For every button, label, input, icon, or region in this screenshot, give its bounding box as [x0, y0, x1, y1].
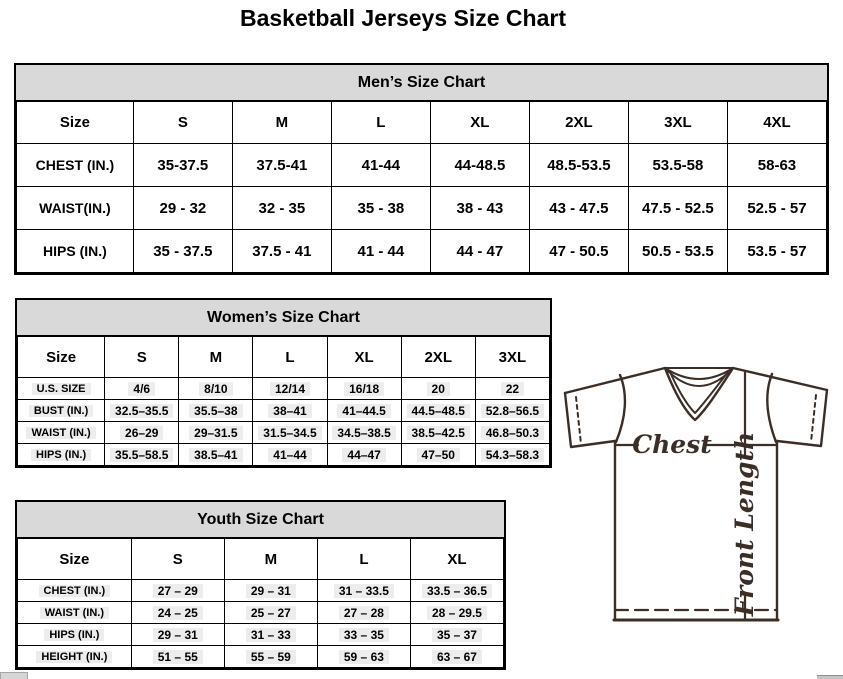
- chest-label: Chest: [632, 430, 712, 459]
- size-value-cell: 52.8–56.5: [475, 400, 549, 422]
- size-value-cell: 33.5 – 36.5: [410, 580, 503, 602]
- row-label: WAIST (IN.): [18, 602, 132, 624]
- size-value-cell: 34.5–38.5: [327, 422, 401, 444]
- size-value-cell: 47.5 - 52.5: [628, 187, 727, 230]
- column-header: Size: [18, 337, 105, 378]
- mens-chart-caption: Men’s Size Chart: [16, 65, 827, 101]
- column-header: 2XL: [401, 337, 475, 378]
- size-value-cell: 55 – 59: [224, 646, 317, 668]
- table-row: [18, 378, 550, 400]
- table-row: [18, 400, 550, 422]
- size-value-cell: 53.5-58: [628, 144, 727, 187]
- front-length-label: Front Length: [730, 431, 759, 617]
- size-value-cell: 47 - 50.5: [529, 230, 628, 273]
- row-label: U.S. SIZE: [18, 378, 105, 400]
- column-header: M: [232, 102, 331, 144]
- size-value-cell: 29–31.5: [179, 422, 253, 444]
- column-header: M: [224, 539, 317, 580]
- size-value-cell: 37.5-41: [232, 144, 331, 187]
- size-value-cell: 37.5 - 41: [232, 230, 331, 273]
- row-label: WAIST (IN.): [18, 422, 105, 444]
- size-value-cell: 52.5 - 57: [727, 187, 826, 230]
- jersey-right-shoulder: [733, 368, 827, 390]
- size-value-cell: 59 – 63: [317, 646, 410, 668]
- size-value-cell: 29 – 31: [131, 624, 224, 646]
- size-value-cell: 35.5–58.5: [105, 444, 179, 466]
- size-value-cell: 58-63: [727, 144, 826, 187]
- size-value-cell: 44 - 47: [430, 230, 529, 273]
- mens-size-chart: [14, 63, 829, 275]
- size-value-cell: 12/14: [253, 378, 327, 400]
- column-header: 3XL: [475, 337, 549, 378]
- size-value-cell: 4/6: [105, 378, 179, 400]
- column-header: 2XL: [529, 102, 628, 144]
- table-row: [17, 187, 827, 230]
- size-value-cell: 38 - 43: [430, 187, 529, 230]
- column-header: XL: [410, 539, 503, 580]
- row-label: CHEST (IN.): [18, 580, 132, 602]
- size-value-cell: 27 – 29: [131, 580, 224, 602]
- womens-size-chart: [15, 298, 552, 468]
- table-row: [17, 230, 827, 273]
- jersey-left-cuff-dashes: [576, 397, 581, 444]
- size-value-cell: 8/10: [179, 378, 253, 400]
- column-header: L: [331, 102, 430, 144]
- size-value-cell: 27 – 28: [317, 602, 410, 624]
- column-header: L: [253, 337, 327, 378]
- column-header: S: [131, 539, 224, 580]
- size-value-cell: 63 – 67: [410, 646, 503, 668]
- jersey-right-sleeve: [777, 390, 827, 446]
- size-value-cell: 35-37.5: [133, 144, 232, 187]
- column-header: XL: [430, 102, 529, 144]
- size-value-cell: 32 - 35: [232, 187, 331, 230]
- column-header: XL: [327, 337, 401, 378]
- table-row: [18, 602, 504, 624]
- row-label: CHEST (IN.): [17, 144, 134, 187]
- size-value-cell: 31 – 33: [224, 624, 317, 646]
- column-header: 3XL: [628, 102, 727, 144]
- size-value-cell: 41 - 44: [331, 230, 430, 273]
- size-value-cell: 26–29: [105, 422, 179, 444]
- column-header: M: [179, 337, 253, 378]
- table-row: [18, 580, 504, 602]
- column-header: S: [105, 337, 179, 378]
- column-header-row: [18, 539, 504, 580]
- size-value-cell: 38.5–42.5: [401, 422, 475, 444]
- size-value-cell: 51 – 55: [131, 646, 224, 668]
- page-title: Basketball Jerseys Size Chart: [239, 5, 566, 31]
- size-value-cell: 35 - 37.5: [133, 230, 232, 273]
- size-value-cell: 50.5 - 53.5: [628, 230, 727, 273]
- table-row: [17, 144, 827, 187]
- size-value-cell: 38–41: [253, 400, 327, 422]
- size-value-cell: 41-44: [331, 144, 430, 187]
- size-value-cell: 35 – 37: [410, 624, 503, 646]
- size-value-cell: 53.5 - 57: [727, 230, 826, 273]
- row-label: HEIGHT (IN.): [18, 646, 132, 668]
- column-header: L: [317, 539, 410, 580]
- row-label: HIPS (IN.): [18, 624, 132, 646]
- size-value-cell: 35.5–38: [179, 400, 253, 422]
- mens-size-table: [16, 101, 827, 273]
- column-header-row: [17, 102, 827, 144]
- size-value-cell: 20: [401, 378, 475, 400]
- womens-chart-caption: Women’s Size Chart: [17, 300, 550, 336]
- size-value-cell: 24 – 25: [131, 602, 224, 624]
- row-label: WAIST(IN.): [17, 187, 134, 230]
- size-value-cell: 44–47: [327, 444, 401, 466]
- youth-size-table: [17, 538, 504, 668]
- size-value-cell: 28 – 29.5: [410, 602, 503, 624]
- size-value-cell: 32.5–35.5: [105, 400, 179, 422]
- column-header-row: [18, 337, 550, 378]
- row-label: HIPS (IN.): [18, 444, 105, 466]
- size-value-cell: 29 – 31: [224, 580, 317, 602]
- column-header: 4XL: [727, 102, 826, 144]
- size-value-cell: 38.5–41: [179, 444, 253, 466]
- size-value-cell: 31.5–34.5: [253, 422, 327, 444]
- jersey-left-shoulder: [565, 368, 665, 393]
- row-label: BUST (IN.): [18, 400, 105, 422]
- jersey-collar-outer-v: [665, 368, 733, 420]
- womens-size-table: [17, 336, 550, 466]
- size-value-cell: 41–44.5: [327, 400, 401, 422]
- jersey-right-cuff-dashes: [811, 395, 816, 442]
- column-header: Size: [17, 102, 134, 144]
- jersey-measurement-diagram: [556, 356, 843, 672]
- youth-chart-caption: Youth Size Chart: [17, 502, 504, 538]
- table-row: [18, 646, 504, 668]
- youth-size-chart: [15, 500, 506, 670]
- table-row: [18, 624, 504, 646]
- size-value-cell: 44.5–48.5: [401, 400, 475, 422]
- size-value-cell: 16/18: [327, 378, 401, 400]
- size-value-cell: 48.5-53.5: [529, 144, 628, 187]
- size-value-cell: 25 – 27: [224, 602, 317, 624]
- size-value-cell: 54.3–58.3: [475, 444, 549, 466]
- jersey-right-seam: [767, 374, 776, 442]
- size-value-cell: 43 - 47.5: [529, 187, 628, 230]
- size-value-cell: 31 – 33.5: [317, 580, 410, 602]
- jersey-left-sleeve: [565, 393, 615, 447]
- row-label: HIPS (IN.): [17, 230, 134, 273]
- size-value-cell: 41–44: [253, 444, 327, 466]
- size-value-cell: 47–50: [401, 444, 475, 466]
- column-header: Size: [18, 539, 132, 580]
- horizontal-scrollbar-fragment-right[interactable]: [817, 675, 843, 679]
- jersey-left-seam: [616, 375, 625, 442]
- table-row: [18, 444, 550, 466]
- table-row: [18, 422, 550, 444]
- size-value-cell: 44-48.5: [430, 144, 529, 187]
- size-value-cell: 46.8–50.3: [475, 422, 549, 444]
- horizontal-scrollbar-fragment-left[interactable]: [0, 672, 28, 679]
- size-value-cell: 29 - 32: [133, 187, 232, 230]
- size-value-cell: 35 - 38: [331, 187, 430, 230]
- size-value-cell: 22: [475, 378, 549, 400]
- column-header: S: [133, 102, 232, 144]
- size-value-cell: 33 – 35: [317, 624, 410, 646]
